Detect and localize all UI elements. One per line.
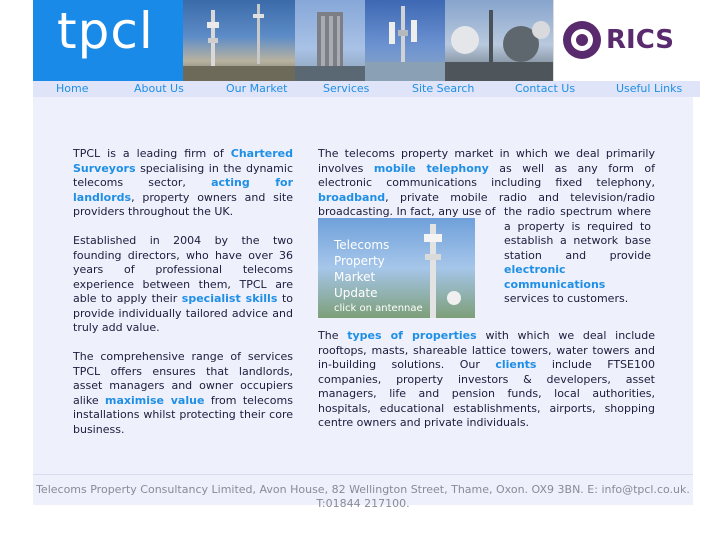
left-column — [73, 147, 293, 452]
intro-paragraph: TPCL is a leading firm of Chartered Surveyors specialising in the dynamic telecoms sector, acting for landlords, property owners and site providers throughout the UK. — [73, 147, 293, 218]
main-nav — [33, 81, 700, 97]
tower-block-icon — [295, 0, 365, 81]
nav-useful-links[interactable]: Useful Links — [616, 82, 683, 95]
footer-address: Telecoms Property Consultancy Limited, Avon House, 82 Wellington Street, Thame, Oxon. OX9 3BN. E: info@tpcl.co.uk. T:01844 217100. — [36, 483, 690, 510]
lion-crest-icon — [562, 18, 602, 62]
specialist-skills-link[interactable]: specialist skills — [181, 292, 278, 305]
right-column — [318, 147, 656, 429]
acting-for-landlords-link[interactable]: acting for landlords — [73, 176, 293, 204]
broadband-link[interactable]: broadband — [318, 190, 386, 204]
market-update-banner[interactable] — [318, 218, 475, 318]
header-banner — [33, 0, 693, 81]
nav-services[interactable]: Services — [323, 82, 370, 95]
tpcl-logo[interactable] — [33, 0, 183, 81]
rics-text: RICS — [606, 25, 674, 55]
mobile-telephony-link[interactable]: mobile telephony — [373, 161, 489, 175]
nav-our-market[interactable]: Our Market — [226, 82, 288, 95]
nav-contact-us[interactable]: Contact Us — [515, 82, 576, 95]
update-caption: click on antennae — [334, 303, 423, 314]
lattice-mast-icon — [183, 0, 295, 81]
update-title: Telecoms Property Market Update — [334, 238, 390, 300]
chartered-surveyors-link[interactable]: Chartered Surveyors — [73, 147, 293, 175]
properties-paragraph: The types of properties with which we deal include rooftops, masts, shareable lattice towers, water towers and in-building solutions. Our clients include FTSE100 companies, property investors & developers, asset managers, life and pension funds, local authorities, hospitals, educational establishments, airports, shopping centre owners and private individuals. — [318, 329, 656, 429]
nav-about-us[interactable]: About Us — [134, 82, 184, 95]
market-intro-paragraph: The telecoms property market in which we deal primarily involves mobile telephony as well as any form of electronic communications including fixed telephony, broadband, private mobile radio and television/radio broadcasting. In fact, any use of — [318, 147, 655, 218]
antenna-photo — [365, 0, 445, 81]
history-paragraph: Established in 2004 by the two founding directors, who have over 36 years of professional telecoms experience between them, TPCL are able to apply their specialist skills to provide individually tailored advice and truly add value. — [73, 234, 293, 334]
antenna-icon — [365, 0, 445, 81]
satellite-dish-icon — [445, 0, 553, 81]
tower-block-photo — [295, 0, 365, 81]
maximise-value-link[interactable]: maximise value — [105, 393, 205, 407]
clients-link[interactable]: clients — [495, 358, 537, 371]
spectrum-paragraph: the radio spectrum where a property is required to establish a network base station and provide electronic communications services to customers. — [504, 205, 651, 305]
mast-photo-1 — [183, 0, 295, 81]
footer — [33, 474, 693, 510]
nav-home[interactable]: Home — [56, 82, 89, 95]
rics-logo[interactable] — [553, 0, 694, 81]
content-panel — [33, 97, 693, 474]
services-paragraph: The comprehensive range of services TPCL offers ensures that landlords, asset managers and owner occupiers alike maximise value from telecoms installations whilst protecting their core business. — [73, 350, 293, 436]
electronic-communications-link[interactable]: electronic communications — [504, 263, 606, 291]
rooftop-dishes-photo — [445, 0, 553, 81]
types-of-properties-link[interactable]: types of properties — [347, 329, 477, 342]
logo-text: tpcl — [57, 2, 154, 60]
page-wrapper — [33, 0, 693, 510]
nav-site-search[interactable]: Site Search — [412, 82, 475, 95]
